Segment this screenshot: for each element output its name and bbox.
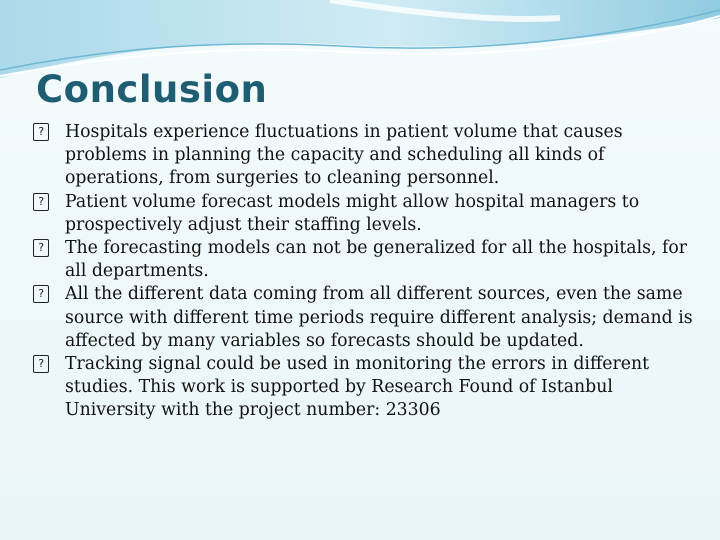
bullet-text: Hospitals experience fluctuations in patient volume that causes problems in planning the capacity and scheduling all kinds of operations, from surgeries to cleaning personnel. — [65, 122, 623, 189]
slide-title: Conclusion — [36, 68, 268, 111]
bullet-text: All the different data coming from all different sources, even the same source with different time periods require different analysis; demand is affected by many variables so forecasts should be updated. — [65, 284, 693, 351]
bullet-marker-icon: ? — [33, 355, 49, 373]
bullet-marker-icon: ? — [33, 239, 49, 257]
bullet-text: The forecasting models can not be generalized for all the hospitals, for all departments. — [65, 238, 688, 282]
bullet-item — [33, 353, 693, 423]
bullet-text: Tracking signal could be used in monitoring the errors in different studies. This work is supported by Research Found of Istanbul University with the project number: 23306 — [65, 354, 650, 421]
bullet-item — [33, 237, 693, 283]
bullet-item — [33, 121, 693, 191]
bullet-marker-icon: ? — [33, 193, 49, 211]
bullet-marker-icon: ? — [33, 123, 49, 141]
bullet-item — [33, 191, 693, 237]
bullet-marker-icon: ? — [33, 285, 49, 303]
bullet-text: Patient volume forecast models might allow hospital managers to prospectively adjust their staffing levels. — [65, 191, 640, 235]
bullet-list — [33, 121, 693, 423]
bullet-item — [33, 283, 693, 353]
